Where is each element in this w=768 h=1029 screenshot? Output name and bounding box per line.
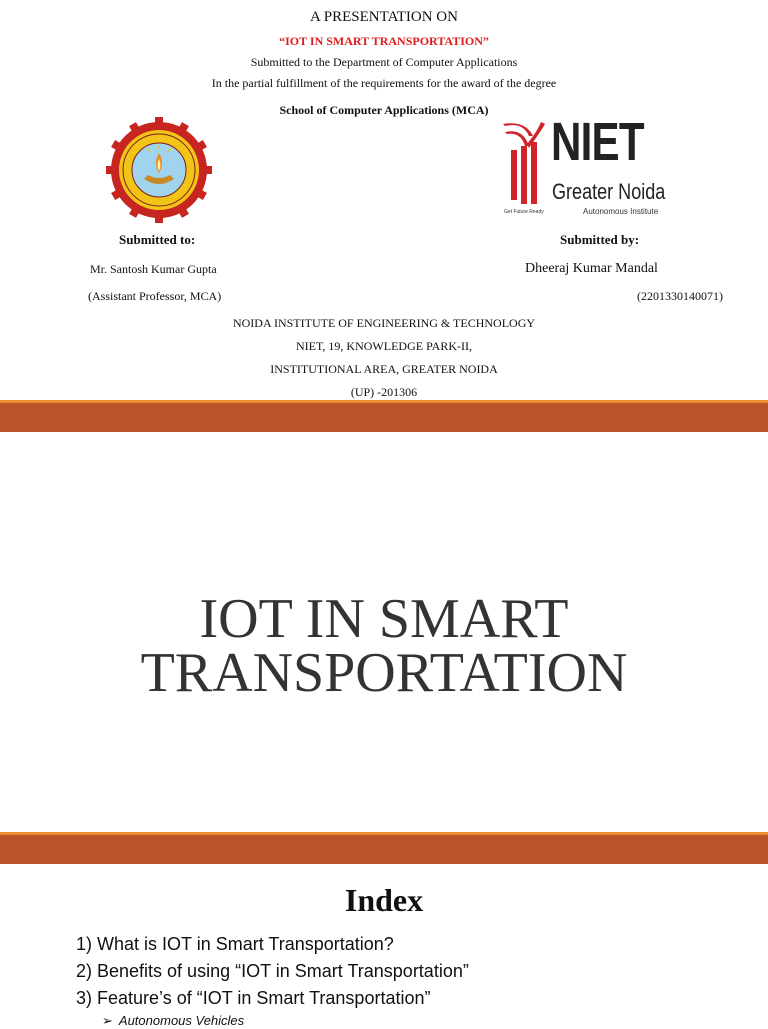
slide-title-line1: IOT IN SMART — [199, 588, 569, 650]
arrow-bullet-icon: ➢ — [102, 1013, 113, 1028]
niet-tagline: Autonomous Institute — [583, 207, 659, 216]
student-roll-number: (2201330140071) — [637, 289, 723, 303]
submitted-department: Submitted to the Department of Computer Applications — [250, 55, 518, 69]
index-heading: Index — [344, 882, 424, 918]
school-name: School of Computer Applications (MCA) — [279, 103, 489, 117]
slide-divider — [0, 832, 768, 864]
index-item: 3) Feature’s of “IOT in Smart Transportation” — [76, 988, 431, 1008]
partial-fulfillment: In the partial fulfillment of the requirements for the award of the degree — [211, 76, 557, 90]
slide-title-line2: TRANSPORTATION — [140, 642, 628, 704]
institute-address-1: NIET, 19, KNOWLEDGE PARK-II, — [296, 339, 472, 353]
index-slide — [0, 864, 768, 1028]
student-name: Dheeraj Kumar Mandal — [525, 261, 658, 276]
index-sub-item — [102, 1013, 244, 1029]
index-item: 1) What is IOT in Smart Transportation? — [76, 934, 394, 954]
slide-divider — [0, 400, 768, 432]
supervisor-role: (Assistant Professor, MCA) — [88, 289, 222, 303]
submitted-to-heading: Submitted to: — [119, 232, 196, 247]
project-title: “IOT IN SMART TRANSPORTATION” — [279, 34, 489, 48]
niet-city: Greater Noida — [552, 179, 666, 204]
index-item: 2) Benefits of using “IOT in Smart Transportation” — [76, 961, 469, 981]
institute-name: NOIDA INSTITUTE OF ENGINEERING & TECHNOLOGY — [232, 316, 536, 330]
submitted-by-heading: Submitted by: — [560, 232, 640, 247]
niet-motto: Get Future Ready — [504, 209, 544, 215]
title-slide — [0, 432, 768, 832]
niet-wordmark: NIET — [551, 112, 644, 172]
institute-address-3: (UP) -201306 — [350, 385, 418, 399]
index-list — [76, 931, 469, 1012]
cover-slide — [0, 0, 768, 400]
university-seal-logo — [106, 117, 212, 223]
slide-title — [0, 588, 768, 704]
institute-address-2: INSTITUTIONAL AREA, GREATER NOIDA — [270, 362, 498, 376]
presentation-label: A PRESENTATION ON — [310, 9, 458, 25]
supervisor-name: Mr. Santosh Kumar Gupta — [90, 262, 217, 276]
index-sub-item-label: Autonomous Vehicles — [118, 1013, 245, 1028]
